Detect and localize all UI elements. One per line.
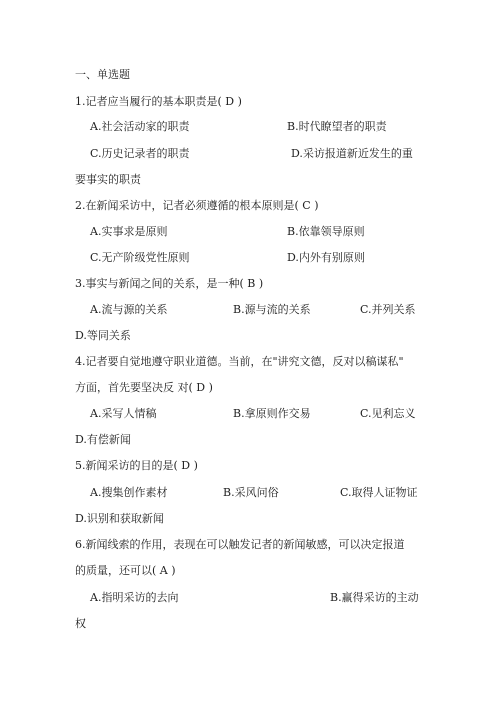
question-4-option-b: B.拿原则作交易	[233, 407, 311, 420]
question-6-stem: 6.新闻线索的作用，表现在可以触发记者的新闻敏感，可以决定报道	[75, 538, 405, 551]
question-6-option-b: B.赢得采访的主动	[330, 591, 419, 604]
question-3-option-a: A.流与源的关系	[90, 303, 168, 316]
question-2-stem: 2.在新闻采访中，记者必须遵循的根本原则是( C )	[75, 199, 319, 212]
question-1-option-b: B.时代瞭望者的职责	[287, 120, 387, 133]
question-6-wrap: 权	[75, 617, 86, 630]
question-1-wrap: 要事实的职责	[75, 173, 141, 186]
question-2-option-b: B.依靠领导原则	[287, 225, 365, 238]
question-5-option-c: C.取得人证物证	[340, 486, 418, 499]
question-2-option-c: C.无产阶级党性原则	[90, 251, 190, 264]
question-4-stem: 4.记者要自觉地遵守职业道德。当前，在"讲究文德，反对以稿谋私"	[75, 355, 404, 368]
section-title: 一、单选题	[75, 68, 130, 81]
question-3-option-b: B.源与流的关系	[233, 303, 311, 316]
question-4-option-a: A.采写人情稿	[90, 407, 157, 420]
question-1-option-d: D.采访报道新近发生的重	[291, 147, 413, 160]
question-3-wrap: D.等同关系	[75, 329, 131, 342]
question-1-option-a: A.社会活动家的职责	[90, 120, 190, 133]
question-5-option-a: A.搜集创作素材	[90, 486, 168, 499]
question-4-wrap: D.有偿新闻	[75, 433, 131, 446]
question-4-stem-cont: 方面，首先要坚决反 对( D )	[75, 381, 213, 394]
question-2-option-d: D.内外有别原则	[287, 251, 365, 264]
question-1-stem: 1.记者应当履行的基本职责是( D )	[75, 95, 242, 108]
question-6-stem-cont: 的质量，还可以( A )	[75, 564, 176, 577]
question-6-option-a: A.指明采访的去向	[90, 591, 179, 604]
question-1-option-c: C.历史记录者的职责	[90, 147, 190, 160]
question-5-stem: 5.新闻采访的目的是( D )	[75, 459, 198, 472]
question-3-stem: 3.事实与新闻之间的关系，是一种( B )	[75, 277, 264, 290]
question-4-option-c: C.见利忘义	[360, 407, 416, 420]
question-2-option-a: A.实事求是原则	[90, 225, 168, 238]
question-3-option-c: C.并列关系	[360, 303, 416, 316]
question-5-wrap: D.识别和获取新闻	[75, 512, 164, 525]
question-5-option-b: B.采风问俗	[223, 486, 279, 499]
